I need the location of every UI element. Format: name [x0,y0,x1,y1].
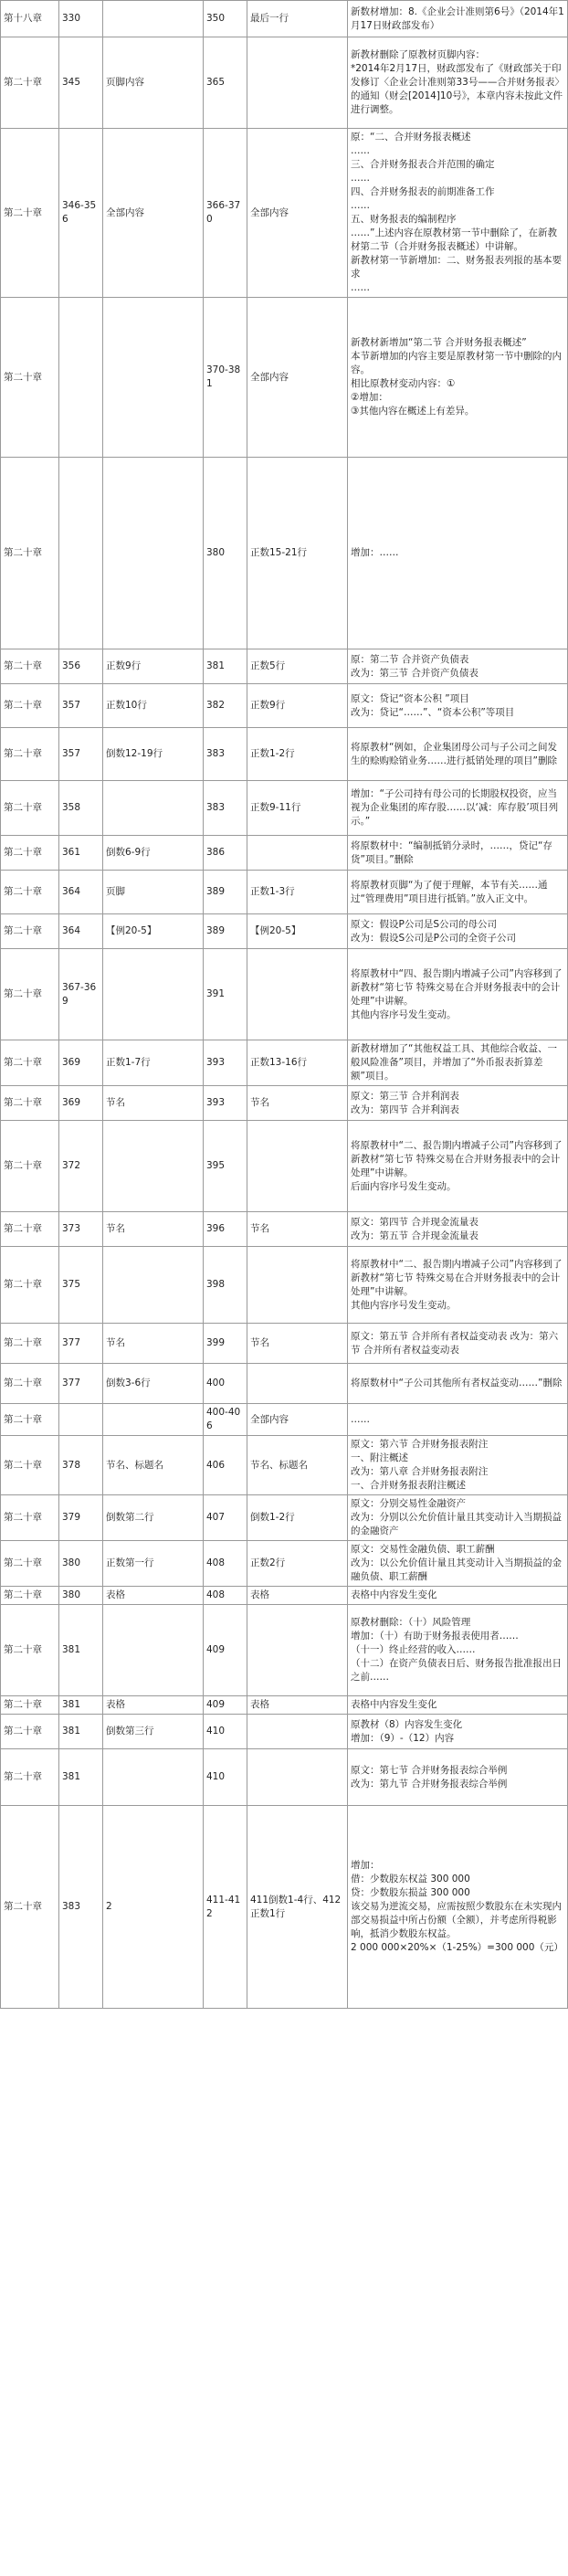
change-content-cell [348,1806,568,2009]
content-line: 原文：第六节 合并财务报表附注 [351,1439,489,1450]
change-content-cell [348,1749,568,1806]
content-line: 将原教材中“二、报告期内增减子公司”内容移到了新教材“第七节 特殊交易在合并财务报表中的会计处理”中讲解。 [351,1139,563,1178]
change-content-cell [348,1364,568,1404]
new-location-cell: 倒数1-2行 [247,1495,348,1541]
content-line: 四、合并财务报表的前期准备工作 [351,186,495,197]
change-content-cell [348,684,568,728]
old-page-cell: 369 [59,1086,103,1121]
chapter-cell: 第二十章 [1,1749,59,1806]
chapter-cell: 第二十章 [1,1495,59,1541]
new-location-cell [247,949,348,1040]
table-row [1,728,568,781]
old-location-cell [103,781,204,836]
old-location-cell: 节名 [103,1212,204,1247]
change-content-cell [348,649,568,684]
content-line: 原文：交易性金融负债、职工薪酬 [351,1544,495,1555]
table-row [1,1806,568,2009]
new-location-cell: 全部内容 [247,298,348,458]
table-row [1,1324,568,1364]
new-page-cell: 411-412 [204,1806,247,2009]
old-location-cell: 2 [103,1806,204,2009]
change-content-cell [348,871,568,914]
old-location-cell: 全部内容 [103,129,204,298]
content-line: 一、合并财务报表附注概述 [351,1480,466,1491]
old-page-cell: 367-369 [59,949,103,1040]
old-page-cell: 379 [59,1495,103,1541]
new-page-cell: 409 [204,1696,247,1715]
change-content-cell [348,1247,568,1324]
new-location-cell [247,1364,348,1404]
old-page-cell: 377 [59,1364,103,1404]
content-line: 将原教材页脚“为了便于理解，本节有关……通过“管理费用”项目进行抵销。”放入正文中。 [351,879,548,904]
change-content-cell [348,298,568,458]
content-line: 原文：假设P公司是S公司的母公司 [351,918,497,930]
new-location-cell: 全部内容 [247,129,348,298]
content-line: 原文：分别交易性金融资产 [351,1498,466,1509]
table-row [1,649,568,684]
change-content-cell [348,1324,568,1364]
table-row [1,1212,568,1247]
content-line: 改为：第五节 合并现金流量表 [351,1230,479,1241]
content-line: 三、合并财务报表合并范围的确定 [351,159,495,170]
new-page-cell: 389 [204,871,247,914]
content-line: 后面内容序号发生变动。 [351,1180,457,1192]
content-line: 改为：第三节 合并资产负债表 [351,667,479,679]
change-content-cell [348,1212,568,1247]
content-line: …… [351,145,370,156]
new-location-cell: 411倒数1-4行、412正数1行 [247,1806,348,2009]
chapter-cell: 第二十章 [1,728,59,781]
table-row [1,1404,568,1436]
table-row [1,1040,568,1086]
old-page-cell: 346-356 [59,129,103,298]
old-location-cell [103,949,204,1040]
old-page-cell: 383 [59,1806,103,2009]
old-page-cell: 364 [59,914,103,949]
old-page-cell: 358 [59,781,103,836]
new-page-cell: 410 [204,1715,247,1749]
change-content-cell [348,129,568,298]
table-row [1,684,568,728]
content-line: *2014年2月17日，财政部发布了《财政部关于印发修订〈企业会计准则第33号——合并财务报表〉的通知（财会[2014]10号》，本章内容未按此文件进行调整。 [351,63,564,115]
content-line: 相比原教材变动内容：① [351,378,456,389]
new-location-cell: 正数13-16行 [247,1040,348,1086]
table-row [1,1696,568,1715]
content-line: 改为：第八章 合并财务报表附注 [351,1466,489,1477]
content-line: 将原数材中“子公司其他所有者权益变动……”删除 [351,1378,563,1388]
table-row [1,1,568,37]
new-page-cell: 398 [204,1247,247,1324]
chapter-cell: 第二十章 [1,1715,59,1749]
old-page-cell: 380 [59,1541,103,1587]
old-location-cell: 倒数第二行 [103,1495,204,1541]
chapter-cell: 第二十章 [1,1404,59,1436]
content-line: 改为：假设S公司是P公司的全资子公司 [351,932,516,944]
new-location-cell: 节名 [247,1212,348,1247]
content-line: 新教材新增加“第二节 合并财务报表概述” [351,337,527,348]
change-content-cell [348,1086,568,1121]
old-page-cell [59,458,103,649]
old-location-cell: 倒数第三行 [103,1715,204,1749]
new-page-cell: 391 [204,949,247,1040]
change-content-cell [348,1587,568,1605]
content-line: 改为：以公允价值计量且其变动计入当期损益的金融负债、职工薪酬 [351,1557,562,1582]
old-page-cell: 377 [59,1324,103,1364]
new-location-cell: 全部内容 [247,1404,348,1436]
new-location-cell [247,1749,348,1806]
content-line: …… [351,200,370,211]
content-line: …… [351,282,370,293]
old-page-cell: 378 [59,1436,103,1495]
content-line: 原文：第五节 合并所有者权益变动表 改为：第六节 合并所有者权益变动表 [351,1330,559,1356]
new-location-cell: 正数9-11行 [247,781,348,836]
content-line: ……”上述内容在原教材第一节中删除了，在新教材第二节（合并财务报表概述）中讲解。 [351,227,557,252]
content-line: 新教材增加了“其他权益工具、其他综合收益、一般风险准备”项目，并增加了“外币报表折算差额”项目。 [351,1043,557,1082]
chapter-cell: 第二十章 [1,298,59,458]
content-line: （十一）终止经营的收入…… [351,1644,476,1655]
new-page-cell: 408 [204,1587,247,1605]
change-content-cell [348,914,568,949]
new-location-cell: 正数2行 [247,1541,348,1587]
old-page-cell [59,1404,103,1436]
chapter-cell: 第二十章 [1,1324,59,1364]
new-location-cell: 正数5行 [247,649,348,684]
old-location-cell: 正数第一行 [103,1541,204,1587]
content-line: 原文：贷记“资本公积 ”项目 [351,692,469,704]
change-content-cell [348,836,568,871]
table-row [1,1436,568,1495]
chapter-cell: 第二十章 [1,1696,59,1715]
old-location-cell: 正数10行 [103,684,204,728]
change-content-cell [348,728,568,781]
new-page-cell: 389 [204,914,247,949]
new-location-cell: 节名、标题名 [247,1436,348,1495]
content-line: 原：“二、合并财务报表概述 [351,132,471,143]
content-line: 原文：第七节 合并财务报表综合举例 [351,1764,508,1776]
old-location-cell: 节名、标题名 [103,1436,204,1495]
content-line: ②增加： [351,392,388,403]
old-page-cell: 357 [59,728,103,781]
new-location-cell: 正数9行 [247,684,348,728]
chapter-cell: 第二十章 [1,1040,59,1086]
table-row [1,871,568,914]
chapter-cell: 第二十章 [1,37,59,129]
new-page-cell: 393 [204,1040,247,1086]
change-content-cell [348,1605,568,1696]
new-location-cell [247,1605,348,1696]
table-row [1,836,568,871]
chapter-cell: 第二十章 [1,458,59,649]
old-page-cell: 381 [59,1696,103,1715]
old-location-cell: 节名 [103,1324,204,1364]
chapter-cell: 第二十章 [1,1541,59,1587]
content-line: 新教材删除了原教材页脚内容： [351,49,485,60]
new-page-cell: 408 [204,1541,247,1587]
content-line: 借：少数股东权益 300 000 [351,1874,470,1884]
chapter-cell: 第二十章 [1,1364,59,1404]
change-content-cell [348,1,568,37]
old-page-cell: 372 [59,1121,103,1212]
new-page-cell: 410 [204,1749,247,1806]
old-location-cell [103,1247,204,1324]
new-location-cell: 节名 [247,1086,348,1121]
old-location-cell: 正数9行 [103,649,204,684]
new-location-cell [247,1715,348,1749]
new-page-cell: 407 [204,1495,247,1541]
chapter-cell: 第二十章 [1,1587,59,1605]
old-location-cell: 页脚内容 [103,37,204,129]
old-location-cell: 正数1-7行 [103,1040,204,1086]
content-line: 改为：分别以公允价值计量且其变动计入当期损益的金融资产 [351,1512,562,1536]
chapter-cell: 第十八章 [1,1,59,37]
content-line: 表格中内容发生变化 [351,1699,437,1710]
new-location-cell: 表格 [247,1696,348,1715]
old-location-cell: 倒数12-19行 [103,728,204,781]
content-line: （十二）在资产负债表日后、财务报告批准报出日之前…… [351,1658,562,1683]
old-page-cell: 381 [59,1605,103,1696]
chapter-cell: 第二十章 [1,949,59,1040]
change-content-cell [348,949,568,1040]
content-line: 将原教材中“二、报告期内增减子公司”内容移到了新教材“第七节 特殊交易在合并财务报表中的会计处理”中讲解。 [351,1258,563,1297]
old-page-cell: 357 [59,684,103,728]
new-location-cell: 正数15-21行 [247,458,348,649]
content-line: 2 000 000×20%×（1-25%）=300 000（元） [351,1942,563,1953]
new-location-cell [247,37,348,129]
new-location-cell: 最后一行 [247,1,348,37]
content-line: …… [351,173,370,184]
new-location-cell [247,836,348,871]
chapter-cell: 第二十章 [1,1605,59,1696]
change-content-cell [348,1541,568,1587]
new-page-cell: 382 [204,684,247,728]
old-location-cell: 表格 [103,1696,204,1715]
new-page-cell: 365 [204,37,247,129]
new-page-cell: 383 [204,728,247,781]
change-content-cell [348,1436,568,1495]
table-row [1,1364,568,1404]
new-page-cell: 380 [204,458,247,649]
new-page-cell: 350 [204,1,247,37]
change-content-cell [348,1040,568,1086]
content-line: 贷：少数股东损益 300 000 [351,1887,470,1898]
table-row [1,1605,568,1696]
old-page-cell: 381 [59,1715,103,1749]
old-location-cell: 【例20-5】 [103,914,204,949]
new-page-cell: 400 [204,1364,247,1404]
old-page-cell: 330 [59,1,103,37]
change-content-cell [348,458,568,649]
table-row [1,949,568,1040]
new-location-cell [247,1247,348,1324]
old-location-cell [103,1605,204,1696]
chapter-cell: 第二十章 [1,781,59,836]
old-location-cell [103,1121,204,1212]
table-row [1,1541,568,1587]
new-location-cell: 正数1-2行 [247,728,348,781]
content-line: 新数材增加：8.《企业会计准则第6号》（2014年1月17日财政部发布） [351,5,564,31]
table-row [1,37,568,129]
table-row [1,1121,568,1212]
content-line: ③其他内容在概述上有差异。 [351,406,475,417]
content-line: 将原教材中“四、报告期内增减子公司”内容移到了新教材“第七节 特殊交易在合并财务报表中的会计处理”中讲解。 [351,967,563,1007]
chapter-cell: 第二十章 [1,649,59,684]
content-line: 表格中内容发生变化 [351,1589,437,1600]
old-location-cell [103,1404,204,1436]
old-page-cell: 345 [59,37,103,129]
table-row [1,781,568,836]
content-line: 五、财务报表的编制程序 [351,214,457,225]
chapter-cell: 第二十章 [1,1121,59,1212]
content-line: 改为：第九节 合并财务报表综合举例 [351,1778,508,1789]
new-page-cell: 393 [204,1086,247,1121]
content-line: …… [351,1413,370,1425]
new-page-cell: 386 [204,836,247,871]
table-row [1,1587,568,1605]
table-row [1,1715,568,1749]
table-body [1,1,568,2009]
old-location-cell: 表格 [103,1587,204,1605]
old-location-cell: 节名 [103,1086,204,1121]
content-line: 原：第二节 合并资产负债表 [351,653,469,665]
chapter-cell: 第二十章 [1,836,59,871]
new-page-cell: 409 [204,1605,247,1696]
change-content-cell [348,1495,568,1541]
chapter-cell: 第二十章 [1,914,59,949]
chapter-cell: 第二十章 [1,1436,59,1495]
new-location-cell: 正数1-3行 [247,871,348,914]
old-page-cell: 356 [59,649,103,684]
old-page-cell: 373 [59,1212,103,1247]
new-page-cell: 400-406 [204,1404,247,1436]
chapter-cell: 第二十章 [1,684,59,728]
new-page-cell: 383 [204,781,247,836]
old-location-cell [103,1749,204,1806]
old-page-cell: 380 [59,1587,103,1605]
table-row [1,1495,568,1541]
content-line: 将原教材“例如，企业集团母公司与子公司之间发生的赊购赊销业务……进行抵销处理的项目”删除 [351,741,557,766]
change-content-cell [348,1696,568,1715]
chapter-cell: 第二十章 [1,1806,59,2009]
old-location-cell [103,1,204,37]
table-row [1,914,568,949]
old-page-cell: 361 [59,836,103,871]
table-row [1,1247,568,1324]
table-row [1,129,568,298]
new-location-cell: 节名 [247,1324,348,1364]
new-page-cell: 399 [204,1324,247,1364]
content-line: 增加： [351,1860,380,1871]
old-location-cell: 倒数6-9行 [103,836,204,871]
old-location-cell [103,298,204,458]
chapter-cell: 第二十章 [1,1212,59,1247]
new-location-cell: 【例20-5】 [247,914,348,949]
content-line: 原教材删除：（十）风险管理 [351,1617,471,1628]
old-location-cell: 页脚 [103,871,204,914]
table-row [1,458,568,649]
content-line: 增加：（9）-（12）内容 [351,1732,455,1744]
old-page-cell: 369 [59,1040,103,1086]
change-content-cell [348,1715,568,1749]
content-line: 改为：第四节 合并利润表 [351,1103,459,1115]
content-line: 本节新增加的内容主要是原教材第一节中删除的内容。 [351,351,562,375]
change-content-cell [348,1121,568,1212]
new-page-cell: 395 [204,1121,247,1212]
old-page-cell: 381 [59,1749,103,1806]
new-page-cell: 366-370 [204,129,247,298]
new-page-cell: 381 [204,649,247,684]
old-location-cell [103,458,204,649]
chapter-cell: 第二十章 [1,1086,59,1121]
content-line: 增加：…… [351,547,399,558]
table-row [1,298,568,458]
content-line: 增加：（十）有助于财务报表使用者…… [351,1631,519,1642]
table-row [1,1749,568,1806]
chapter-cell: 第二十章 [1,871,59,914]
new-location-cell [247,1121,348,1212]
content-line: 增加：“子公司持有母公司的长期股权投资，应当视为企业集团的库存股……以‘减：库存股’项目列示。” [351,788,559,827]
content-line: 原教材（8）内容发生变化 [351,1718,463,1730]
content-line: 改为：贷记“……”、“资本公积”等项目 [351,706,515,718]
new-page-cell: 406 [204,1436,247,1495]
content-line: 一、附注概述 [351,1452,408,1463]
old-location-cell: 倒数3-6行 [103,1364,204,1404]
table-row [1,1086,568,1121]
content-line: 其他内容序号发生变动。 [351,1008,457,1020]
new-location-cell: 表格 [247,1587,348,1605]
content-line: 原文：第三节 合并利润表 [351,1090,459,1102]
chapter-cell: 第二十章 [1,1247,59,1324]
change-content-cell [348,1404,568,1436]
content-line: 其他内容序号发生变动。 [351,1299,457,1311]
change-content-cell [348,37,568,129]
new-page-cell: 370-381 [204,298,247,458]
content-line: 该交易为逆流交易，应需按照少数股东在未实现内部交易损益中所占份额（全额），并考虑所得税影响，抵消少数股东权益。 [351,1901,562,1939]
new-page-cell: 396 [204,1212,247,1247]
chapter-cell: 第二十章 [1,129,59,298]
change-content-cell [348,781,568,836]
old-page-cell: 375 [59,1247,103,1324]
old-page-cell [59,298,103,458]
content-line: 新教材第一节新增加：二、财务报表列报的基本要求 [351,255,562,280]
old-page-cell: 364 [59,871,103,914]
content-line: 原文：第四节 合并现金流量表 [351,1216,479,1228]
content-line: 将原数材中：“编制抵销分录时，……，贷记“存货”项目。”删除 [351,839,552,865]
